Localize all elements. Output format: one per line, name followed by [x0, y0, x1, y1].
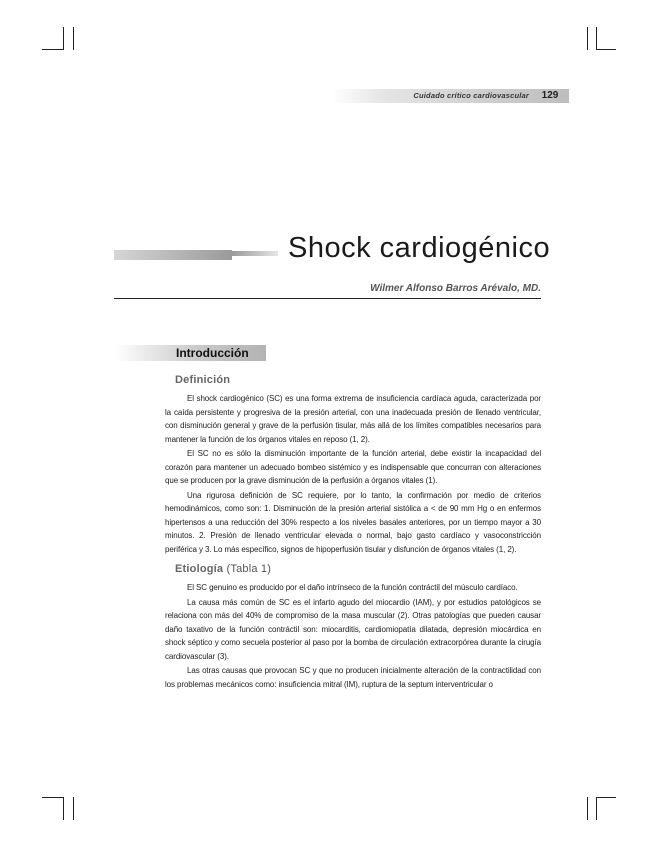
crop-mark-bottom-right-h [596, 797, 616, 798]
paragraph: Las otras causas que provocan SC y que no producen inicialmente alteración de la contractilidad con los problemas mecánicos como: insuficiencia mitral (IM), ruptura de la septum interventricular o [165, 666, 541, 689]
crop-mark-bottom-left-h [42, 797, 64, 798]
chapter-title: Shock cardiogénico [288, 232, 551, 264]
title-decoration-bar [114, 250, 232, 260]
body-text [165, 374, 541, 692]
subsection-heading-etiologia [175, 563, 541, 575]
running-header-title: Cuidado crítico cardiovascular [413, 91, 529, 100]
subsection-heading-note: (Tabla 1) [226, 563, 272, 575]
chapter-author: Wilmer Alfonso Barros Arévalo, MD. [370, 283, 541, 294]
paragraph: El shock cardiogénico (SC) es una forma extrema de insuficiencia cardíaca aguda, caracterizada por la caída persistente y progresiva de la presión arterial, con una inadecuada presión de llenado ventricular, con disminución general y grave de la perfusión tisular, más allá de los límites compatibles necesarios para mantener la función de los órganos vitales en reposo (1, 2). [165, 394, 541, 444]
crop-mark-bottom-right-v1 [587, 797, 588, 820]
crop-mark-bottom-left-v1 [63, 797, 64, 820]
crop-mark-top-right-v2 [596, 27, 597, 50]
section-title: Introducción [176, 346, 249, 360]
crop-mark-top-left-v1 [63, 27, 64, 50]
paragraph: El SC no es sólo la disminución importante de la función arterial, debe existir la incapacidad del corazón para mantener un adecuado bombeo sistémico y es indispensable que concurran con alteraciones que se producen por la grave disminución de la perfusión a órganos vitales (1). [165, 449, 541, 485]
crop-mark-top-right-v1 [587, 27, 588, 50]
crop-mark-top-left-h [42, 49, 64, 50]
subsection-heading-text: Etiología [175, 563, 224, 575]
crop-mark-top-right-h [596, 49, 616, 50]
crop-mark-top-left-v2 [73, 27, 74, 50]
title-decoration-bar-tail [232, 251, 278, 256]
paragraph: Una rigurosa definición de SC requiere, por lo tanto, la confirmación por medio de criterios hemodinámicos, como son: 1. Disminución de la presión arterial sistólica a < de 90 mm Hg o en enfermos hipertensos a una reducción del 30% respecto a los niveles basales anteriores, por un tiempo mayor a 30 minutos. 2. Presión de llenado ventricular elevada o normal, bajo gasto cardíaco y vasoconstricción periférica y 3. Lo más específico, signos de hipoperfusión tisular y disfunción de órganos vitales (1, 2). [165, 490, 541, 554]
page-number: 129 [541, 90, 559, 101]
crop-mark-bottom-left-v2 [73, 797, 74, 820]
title-rule [114, 298, 541, 299]
crop-mark-bottom-right-v2 [596, 797, 597, 820]
paragraph: La causa más común de SC es el infarto agudo del miocardio (IAM), y por estudios patológicos se relaciona con más del 40% de compromiso de la masa muscular (2). Otras patologías que pueden causar daño taxativo de la función contráctil son: miocarditis, cardiomiopatía dilatada, depresión miocárdica en shock séptico y como secuela posterior al paso por la bomba de circulación extracorpórea durante la cirugía cardiovascular (3). [165, 597, 541, 661]
subsection-heading-definicion: Definición [175, 374, 231, 386]
paragraph: El SC genuino es producido por el daño intrínseco de la función contráctil del músculo cardíaco. [187, 583, 518, 592]
